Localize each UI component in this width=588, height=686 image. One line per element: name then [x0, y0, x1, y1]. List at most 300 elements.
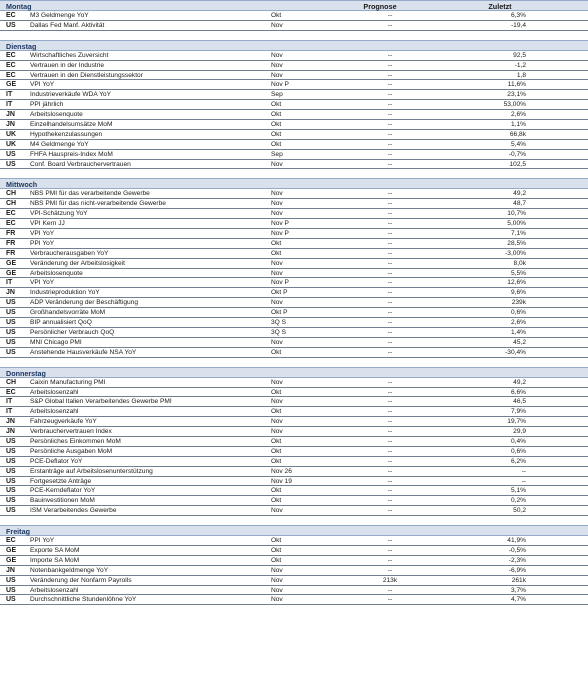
period: Okt	[271, 537, 282, 545]
country-code: CH	[6, 378, 17, 386]
forecast-column-header: Prognose	[363, 2, 397, 11]
country-code: GE	[6, 259, 17, 267]
period: Nov	[271, 160, 283, 168]
previous-value: 28,5%	[507, 239, 526, 247]
table-row	[0, 457, 588, 467]
forecast-value: --	[387, 398, 393, 406]
previous-value: 11,6%	[507, 81, 526, 89]
table-row	[0, 71, 588, 81]
country-code: JN	[6, 566, 15, 574]
section-spacer	[0, 169, 588, 178]
previous-value: 6,6%	[510, 388, 526, 396]
table-row	[0, 437, 588, 447]
indicator-name: Fortgesetzte Anträge	[30, 477, 92, 485]
country-code: US	[6, 328, 16, 336]
period: Nov	[271, 299, 283, 307]
forecast-value: --	[387, 91, 393, 99]
previous-value: -3,00%	[505, 249, 526, 257]
indicator-name: PPI YoY	[30, 537, 55, 545]
table-row	[0, 288, 588, 298]
indicator-name: Großhandelsvorräte MoM	[30, 309, 106, 317]
indicator-name: M3 Geldmenge YoY	[30, 12, 89, 19]
country-code: UK	[6, 130, 17, 138]
forecast-value: --	[387, 259, 393, 267]
period: Okt	[271, 556, 282, 564]
indicator-name: Wirtschaftliches Zuversicht	[30, 51, 109, 59]
forecast-value: --	[387, 160, 393, 168]
table-row	[0, 338, 588, 348]
period: Nov	[271, 51, 283, 59]
forecast-value: --	[387, 111, 393, 119]
previous-value: 4,7%	[510, 596, 526, 604]
forecast-value: --	[387, 279, 393, 287]
country-code: EC	[6, 71, 16, 79]
country-code: US	[6, 160, 16, 168]
previous-value: 8,0k	[513, 259, 526, 267]
table-row	[0, 51, 588, 61]
table-row	[0, 80, 588, 90]
previous-value: 1,4%	[510, 328, 526, 336]
table-row	[0, 140, 588, 150]
forecast-value: --	[387, 556, 393, 564]
table-row	[0, 269, 588, 279]
country-code: US	[6, 437, 16, 445]
period: Nov	[271, 259, 283, 267]
table-row	[0, 546, 588, 556]
forecast-value: --	[387, 61, 393, 69]
indicator-name: Vertrauen in den Dienstleistungssektor	[30, 71, 143, 79]
table-row	[0, 308, 588, 318]
period: Okt	[271, 130, 282, 138]
forecast-value: --	[387, 546, 393, 554]
forecast-value: --	[387, 319, 393, 327]
forecast-value: --	[387, 309, 393, 317]
period: Nov P	[271, 230, 289, 238]
previous-value: 2,6%	[510, 111, 526, 119]
previous-value: -1,2	[514, 61, 526, 69]
forecast-value: --	[387, 299, 393, 307]
country-code: US	[6, 576, 16, 584]
table-row	[0, 298, 588, 308]
table-row	[0, 417, 588, 427]
previous-value: --	[521, 477, 526, 485]
country-code: US	[6, 487, 16, 495]
day-header: Dienstag	[0, 40, 588, 51]
previous-value: 5,1%	[510, 487, 526, 495]
previous-value: 46,5	[513, 398, 526, 406]
period: Okt	[271, 140, 282, 148]
forecast-value: --	[387, 140, 393, 148]
previous-value: 0,6%	[510, 447, 526, 455]
period: Okt	[271, 348, 282, 356]
country-code: CH	[6, 200, 17, 208]
table-row	[0, 556, 588, 566]
table-row	[0, 467, 588, 477]
table-row	[0, 239, 588, 249]
country-code: FR	[6, 239, 16, 247]
indicator-name: PCE-Deflator YoY	[30, 457, 83, 465]
table-row	[0, 110, 588, 120]
previous-value: -0,7%	[508, 150, 526, 158]
previous-value: 1,8	[516, 71, 526, 79]
indicator-name: Arbeitslosenzahl	[30, 388, 79, 396]
country-code: IT	[6, 101, 13, 109]
indicator-name: Einzelhandelsumsätze MoM	[30, 121, 113, 129]
period: Okt	[271, 239, 282, 247]
previous-value: 10,7%	[507, 210, 526, 218]
table-row	[0, 407, 588, 417]
forecast-value: --	[387, 497, 393, 505]
previous-value: 6,3%	[510, 12, 526, 19]
table-row	[0, 496, 588, 506]
indicator-name: VPI YoY	[30, 230, 55, 238]
previous-value: -0,5%	[508, 546, 526, 554]
table-row	[0, 229, 588, 239]
country-code: US	[6, 586, 16, 594]
forecast-value: --	[387, 71, 393, 79]
period: Okt	[271, 12, 282, 19]
previous-value: 92,5	[513, 51, 526, 59]
country-code: CH	[6, 190, 17, 198]
indicator-name: Hypothekenzulassungen	[30, 130, 103, 138]
forecast-value: --	[387, 348, 393, 356]
indicator-name: Verbrauchervertrauen Index	[30, 428, 112, 436]
previous-value: 66,8k	[509, 130, 526, 138]
forecast-value: --	[387, 200, 393, 208]
table-row	[0, 278, 588, 288]
country-code: EC	[6, 220, 16, 228]
table-row	[0, 120, 588, 130]
country-code: EC	[6, 12, 16, 19]
country-code: GE	[6, 546, 17, 554]
table-row	[0, 397, 588, 407]
country-code: EC	[6, 210, 16, 218]
country-code: US	[6, 309, 16, 317]
indicator-name: PCE-Kerndeflator YoY	[30, 487, 96, 495]
section-spacer	[0, 31, 588, 40]
forecast-value: --	[387, 230, 393, 238]
previous-value: 7,1%	[510, 230, 526, 238]
period: Nov	[271, 210, 283, 218]
period: Nov	[271, 398, 283, 406]
table-row	[0, 150, 588, 160]
period: Nov 19	[271, 477, 292, 485]
country-code: GE	[6, 269, 17, 277]
country-code: IT	[6, 398, 13, 406]
period: Nov	[271, 338, 283, 346]
indicator-name: Erstanträge auf Arbeitslosenunterstützung	[30, 467, 153, 475]
country-code: EC	[6, 51, 16, 59]
indicator-name: Bauinvestitionen MoM	[30, 497, 95, 505]
forecast-value: --	[387, 487, 393, 495]
forecast-value: --	[387, 378, 393, 386]
indicator-name: Veränderung der Arbeitslosigkeit	[30, 259, 125, 267]
previous-value: --	[521, 467, 526, 475]
forecast-value: --	[387, 130, 393, 138]
forecast-value: --	[387, 249, 393, 257]
period: Okt	[271, 447, 282, 455]
country-code: US	[6, 596, 16, 604]
previous-value: 5,5%	[510, 269, 526, 277]
day-header: Freitag	[0, 525, 588, 536]
country-code: EC	[6, 537, 16, 545]
previous-value: 12,6%	[507, 279, 526, 287]
forecast-value: --	[387, 507, 393, 515]
previous-value: -6,9%	[508, 566, 526, 574]
previous-value: 6,2%	[510, 457, 526, 465]
table-row	[0, 447, 588, 457]
forecast-value: --	[387, 437, 393, 445]
table-row	[0, 477, 588, 487]
previous-value: 7,9%	[510, 408, 526, 416]
period: Nov	[271, 269, 283, 277]
period: 3Q S	[271, 328, 287, 336]
table-row	[0, 160, 588, 170]
previous-value: 41,9%	[507, 537, 526, 545]
indicator-name: NBS PMI für das nicht-verarbeitende Gewerbe	[30, 200, 166, 208]
period: Okt	[271, 437, 282, 445]
section-spacer	[0, 358, 588, 367]
country-code: US	[6, 338, 16, 346]
period: Okt P	[271, 289, 288, 297]
indicator-name: S&P Global Italien Verarbeitendes Gewerbe PMI	[30, 398, 172, 406]
table-row	[0, 576, 588, 586]
country-code: US	[6, 477, 16, 485]
forecast-value: --	[387, 239, 393, 247]
country-code: JN	[6, 111, 15, 119]
indicator-name: Persönliche Ausgaben MoM	[30, 447, 113, 455]
forecast-value: --	[387, 121, 393, 129]
indicator-name: FHFA Hauspreis-Index MoM	[30, 150, 113, 158]
indicator-name: BIP annualisiert QoQ	[30, 319, 92, 327]
forecast-value: --	[387, 21, 393, 29]
period: Nov	[271, 190, 283, 198]
period: Okt	[271, 408, 282, 416]
country-code: US	[6, 348, 16, 356]
indicator-name: VPI YoY	[30, 81, 55, 89]
country-code: US	[6, 447, 16, 455]
period: Nov P	[271, 81, 289, 89]
country-code: US	[6, 457, 16, 465]
previous-value: 53,00%	[503, 101, 526, 109]
indicator-name: Exporte SA MoM	[30, 546, 80, 554]
table-row	[0, 595, 588, 605]
period: Nov	[271, 71, 283, 79]
forecast-value: --	[387, 12, 393, 19]
country-code: US	[6, 319, 16, 327]
table-row	[0, 378, 588, 388]
table-row	[0, 388, 588, 398]
indicator-name: VPI-Schätzung YoY	[30, 210, 88, 218]
country-code: EC	[6, 388, 16, 396]
period: Sep	[271, 91, 283, 99]
period: 3Q S	[271, 319, 287, 327]
previous-value: 49,2	[513, 190, 526, 198]
period: Nov	[271, 418, 283, 426]
table-row	[0, 259, 588, 269]
country-code: JN	[6, 289, 15, 297]
previous-value: 45,2	[513, 338, 526, 346]
forecast-value: --	[387, 467, 393, 475]
indicator-name: Industrieproduktion YoY	[30, 289, 100, 297]
indicator-name: Arbeitslosenquote	[30, 269, 83, 277]
period: Nov	[271, 576, 283, 584]
period: Okt	[271, 388, 282, 396]
previous-column-header: Zuletzt	[488, 2, 512, 11]
period: Nov	[271, 378, 283, 386]
indicator-name: Industrieverkäufe WDA YoY	[30, 91, 112, 99]
table-row	[0, 536, 588, 546]
table-row	[0, 100, 588, 110]
day-header: Mittwoch	[0, 178, 588, 189]
indicator-name: NBS PMI für das verarbeitende Gewerbe	[30, 190, 150, 198]
previous-value: -30,4%	[505, 348, 526, 356]
previous-value: -19,4	[510, 21, 526, 29]
indicator-name: M4 Geldmenge YoY	[30, 140, 89, 148]
period: Okt P	[271, 309, 288, 317]
indicator-name: Arbeitslosenquote	[30, 111, 83, 119]
indicator-name: PPI jährlich	[30, 101, 64, 109]
previous-value: 1,1%	[510, 121, 526, 129]
indicator-name: Veränderung der Nonfarm Payrolls	[30, 576, 132, 584]
previous-value: 50,2	[513, 507, 526, 515]
table-row	[0, 328, 588, 338]
table-row	[0, 90, 588, 100]
indicator-name: VPI YoY	[30, 279, 55, 287]
indicator-name: Notenbankgeldmenge YoY	[30, 566, 109, 574]
period: Nov	[271, 428, 283, 436]
indicator-name: Anstehende Hausverkäufe NSA YoY	[30, 348, 137, 356]
table-row	[0, 199, 588, 209]
forecast-value: --	[387, 220, 393, 228]
period: Nov P	[271, 220, 289, 228]
table-row	[0, 318, 588, 328]
country-code: JN	[6, 418, 15, 426]
forecast-value: --	[387, 328, 393, 336]
table-row	[0, 586, 588, 596]
period: Okt	[271, 249, 282, 257]
indicator-name: Persönlicher Verbrauch QoQ	[30, 328, 115, 336]
day-header: Donnerstag	[0, 367, 588, 378]
period: Nov	[271, 566, 283, 574]
forecast-value: --	[387, 338, 393, 346]
country-code: FR	[6, 230, 16, 238]
period: Okt	[271, 546, 282, 554]
period: Okt	[271, 121, 282, 129]
forecast-value: --	[387, 428, 393, 436]
country-code: US	[6, 299, 16, 307]
country-code: FR	[6, 249, 16, 257]
period: Nov	[271, 596, 283, 604]
period: Nov P	[271, 279, 289, 287]
previous-value: 23,1%	[507, 91, 526, 99]
indicator-name: Arbeitslosenzahl	[30, 586, 79, 594]
table-row	[0, 21, 588, 31]
forecast-value: --	[387, 418, 393, 426]
country-code: US	[6, 21, 16, 29]
period: Nov	[271, 61, 283, 69]
country-code: UK	[6, 140, 17, 148]
table-row	[0, 219, 588, 229]
country-code: US	[6, 497, 16, 505]
country-code: EC	[6, 61, 16, 69]
period: Nov	[271, 200, 283, 208]
country-code: IT	[6, 91, 13, 99]
forecast-value: --	[387, 289, 393, 297]
forecast-value: --	[387, 537, 393, 545]
country-code: JN	[6, 121, 15, 129]
table-row	[0, 189, 588, 199]
forecast-value: --	[387, 566, 393, 574]
previous-value: 48,7	[513, 200, 526, 208]
period: Okt	[271, 457, 282, 465]
previous-value: 5,00%	[507, 220, 526, 228]
previous-value: 5,4%	[510, 140, 526, 148]
country-code: US	[6, 150, 16, 158]
previous-value: 29,9	[513, 428, 526, 436]
indicator-name: ISM Verarbeitendes Gewerbe	[30, 507, 117, 515]
forecast-value: --	[387, 269, 393, 277]
table-row	[0, 11, 588, 21]
table-row	[0, 61, 588, 71]
forecast-value: --	[387, 447, 393, 455]
table-row	[0, 486, 588, 496]
indicator-name: Verbraucherausgaben YoY	[30, 249, 109, 257]
period: Nov	[271, 586, 283, 594]
period: Nov	[271, 507, 283, 515]
forecast-value: --	[387, 477, 393, 485]
forecast-value: --	[387, 101, 393, 109]
previous-value: 9,6%	[510, 289, 526, 297]
period: Nov 26	[271, 467, 292, 475]
forecast-value: --	[387, 596, 393, 604]
previous-value: 102,5	[509, 160, 526, 168]
period: Nov	[271, 21, 283, 29]
indicator-name: Dallas Fed Manf. Aktivität	[30, 21, 105, 29]
indicator-name: Importe SA MoM	[30, 556, 80, 564]
previous-value: 2,6%	[510, 319, 526, 327]
previous-value: 19,7%	[507, 418, 526, 426]
country-code: US	[6, 467, 16, 475]
indicator-name: Arbeitslosenzahl	[30, 408, 79, 416]
indicator-name: PPI YoY	[30, 239, 55, 247]
country-code: IT	[6, 279, 13, 287]
country-code: GE	[6, 81, 17, 89]
section-spacer	[0, 516, 588, 525]
table-row	[0, 506, 588, 516]
forecast-value: --	[387, 190, 393, 198]
forecast-value: --	[387, 150, 393, 158]
previous-value: -2,3%	[508, 556, 526, 564]
country-code: GE	[6, 556, 17, 564]
forecast-value: --	[387, 51, 393, 59]
previous-value: 0,4%	[510, 437, 526, 445]
previous-value: 49,2	[513, 378, 526, 386]
period: Sep	[271, 150, 283, 158]
indicator-name: Persönliches Einkommen MoM	[30, 437, 121, 445]
previous-value: 0,6%	[510, 309, 526, 317]
indicator-name: Vertrauen in der Industrie	[30, 61, 105, 69]
indicator-name: Durchschnittliche Stundenlöhne YoY	[30, 596, 137, 604]
previous-value: 3,7%	[510, 586, 526, 594]
day-label: Montag	[6, 2, 32, 11]
table-row	[0, 209, 588, 219]
forecast-value: --	[387, 388, 393, 396]
indicator-name: MNI Chicago PMI	[30, 338, 82, 346]
previous-value: 0,2%	[510, 497, 526, 505]
table-row	[0, 427, 588, 437]
forecast-value: --	[387, 586, 393, 594]
